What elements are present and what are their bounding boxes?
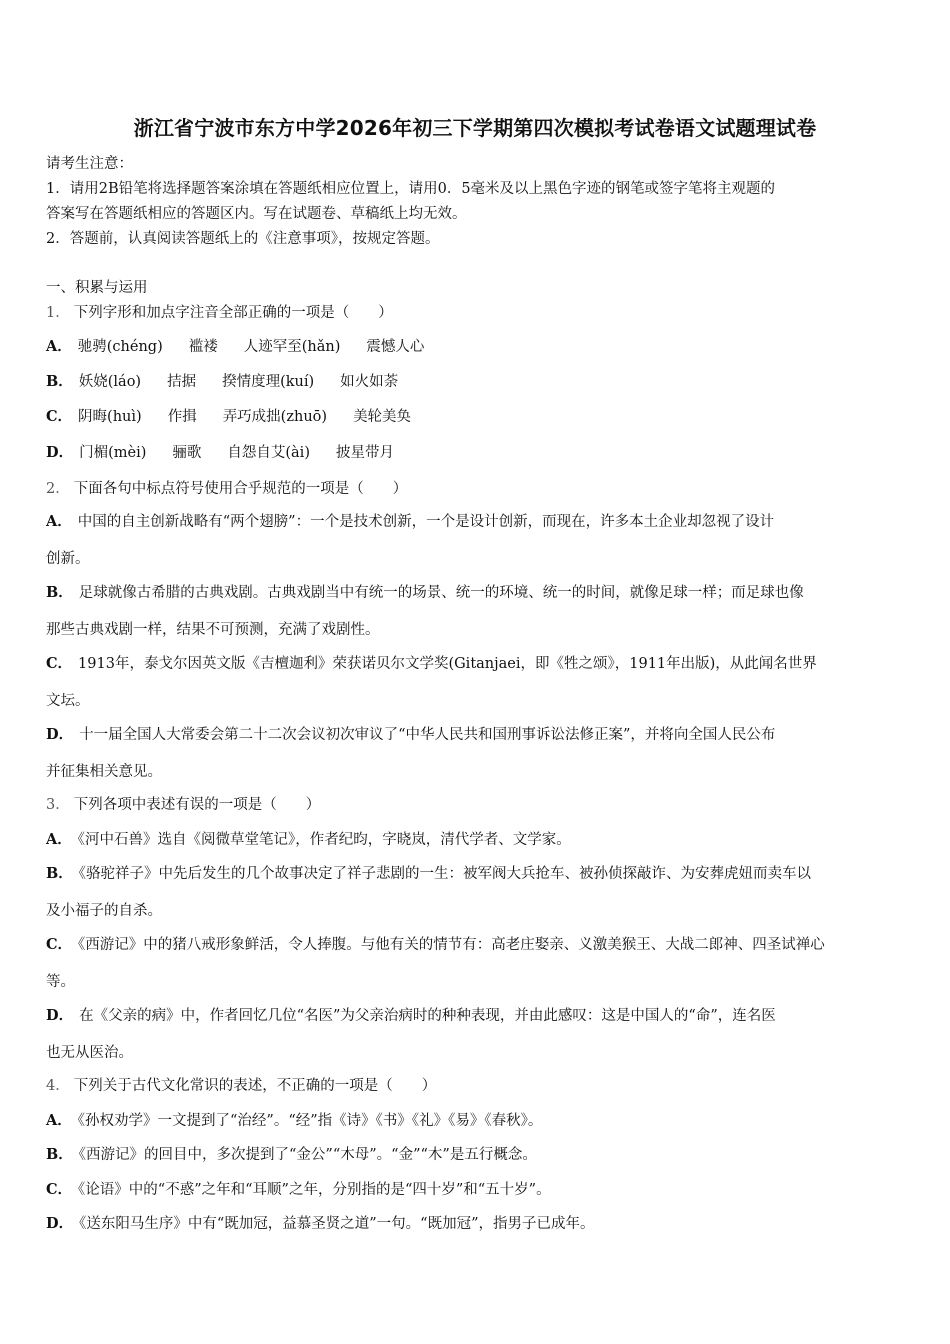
notice-line-1: 1．请用2B铅笔将选择题答案涂填在答题纸相应位置上，请用0．5毫米及以上黑色字迹的钢笔或签字笔将主观题的	[46, 181, 776, 197]
q3-option-a-text: 《河中石兽》选自《阅微草堂笔记》，作者纪昀，字晓岚，清代学者、文学家。	[77, 832, 571, 848]
q2-option-b-cont: 那些古典戏剧一样，结果不可预测，充满了戏剧性。	[46, 622, 380, 638]
q4-option-b-text: 《西游记》的回目中，多次提到了“金公”“木母”。“金”“木”是五行概念。	[78, 1147, 537, 1163]
q2-option-b-label: B．	[46, 584, 73, 601]
q1-d-item: 披星带月	[335, 445, 394, 461]
q4-option-c	[46, 1178, 551, 1199]
page-title: 浙江省宁波市东方中学2026年初三下学期第四次模拟考试卷语文试题理试卷	[133, 116, 817, 140]
q3-option-b	[46, 862, 811, 883]
q2-option-a-text: 中国的自主创新战略有“两个翅膀”：一个是技术创新，一个是设计创新，而现在，许多本土企业却忽视了设计	[77, 514, 775, 530]
q1-a-item: 震憾人心	[366, 339, 425, 355]
q3-option-b-cont: 及小福子的自杀。	[46, 903, 162, 919]
q3-option-d-cont: 也无从医治。	[46, 1045, 133, 1061]
q4-option-b-label: B．	[46, 1146, 73, 1163]
q1-a-item: 褴褛	[188, 339, 218, 355]
q3-option-c-label: C．	[46, 936, 73, 953]
q2-option-c-cont: 文坛。	[46, 693, 90, 709]
q2-option-a-cont: 创新。	[46, 551, 90, 567]
q4-option-a-text: 《孙权劝学》一文提到了“治经”。“经”指《诗》《书》《礼》《易》《春秋》。	[77, 1113, 543, 1129]
q2-option-a-label: A．	[46, 513, 72, 530]
q4-option-a-label: A．	[46, 1112, 72, 1129]
q3-option-d-label: D．	[46, 1007, 74, 1024]
q2-text: 下面各句中标点符号使用合乎规范的一项是（ ）	[73, 481, 408, 497]
q3-option-c-text: 《西游记》中的猪八戒形象鲜活，令人捧腹。与他有关的情节有：高老庄娶亲、义激美猴王、大战二郎神、四圣试禅心	[78, 937, 825, 953]
q2-option-b	[46, 581, 804, 602]
q2-option-d-label: D．	[46, 726, 74, 743]
section-heading: 一、积累与运用	[46, 280, 148, 296]
q3-number: 3．	[46, 797, 70, 813]
q2-number: 2．	[46, 481, 70, 497]
q1-option-a-label: A．	[46, 338, 72, 355]
q4-option-c-text: 《论语》中的“不惑”之年和“耳顺”之年，分别指的是“四十岁”和“五十岁”。	[78, 1182, 551, 1198]
q2-stem	[46, 477, 407, 498]
q2-option-c-label: C．	[46, 655, 73, 672]
q1-b-item: 妖娆(láo)	[78, 374, 142, 390]
q1-option-b	[46, 370, 424, 391]
q3-text: 下列各项中表述有误的一项是（ ）	[73, 797, 321, 813]
q1-d-item: 自怨自艾(ài)	[227, 445, 310, 461]
q3-option-b-label: B．	[46, 865, 73, 882]
q1-c-item: 阴晦(huì)	[78, 409, 142, 425]
q1-option-a	[46, 335, 450, 356]
q4-option-a	[46, 1109, 542, 1130]
q4-text: 下列关于古代文化常识的表述，不正确的一项是（ ）	[73, 1078, 437, 1094]
q4-stem	[46, 1074, 436, 1095]
q1-d-item: 门楣(mèi)	[79, 445, 147, 461]
notice-heading: 请考生注意：	[46, 156, 133, 172]
q1-c-item: 美轮美奂	[353, 409, 412, 425]
q2-option-a	[46, 510, 774, 531]
q3-option-a-label: A．	[46, 831, 72, 848]
q4-option-d-text: 《送东阳马生序》中有“既加冠，益慕圣贤之道”一句。“既加冠”，指男子已成年。	[79, 1216, 595, 1232]
q1-option-c-label: C．	[46, 408, 73, 425]
q3-option-d	[46, 1004, 776, 1025]
q1-b-item: 揆情度理(kuí)	[222, 374, 315, 390]
q4-option-d-label: D．	[46, 1215, 74, 1232]
notice-line-3: 2．答题前，认真阅读答题纸上的《注意事项》，按规定答题。	[46, 231, 440, 247]
q1-option-b-label: B．	[46, 373, 73, 390]
q1-b-item: 拮据	[167, 374, 197, 390]
q3-stem	[46, 793, 320, 814]
q1-a-item: 人迹罕至(hǎn)	[243, 339, 341, 355]
q2-option-d-text: 十一届全国人大常委会第二十二次会议初次审议了“中华人民共和国刑事诉讼法修正案”，并将向全国人民公布	[79, 727, 776, 743]
q1-text: 下列字形和加点字注音全部正确的一项是（ ）	[73, 305, 393, 321]
q3-option-a	[46, 828, 571, 849]
q1-a-item: 驰骋(chéng)	[77, 339, 163, 355]
q3-option-d-text: 在《父亲的病》中，作者回忆几位“名医”为父亲治病时的种种表现，并由此感叹：这是中国人的“命”，连名医	[79, 1008, 776, 1024]
notice-line-2: 答案写在答题纸相应的答题区内。写在试题卷、草稿纸上均无效。	[46, 206, 467, 222]
q4-option-b	[46, 1143, 537, 1164]
q2-option-c	[46, 652, 817, 673]
q2-option-d	[46, 723, 775, 744]
q1-c-item: 弄巧成拙(zhuō)	[222, 409, 328, 425]
q1-option-d	[46, 441, 420, 462]
q4-number: 4．	[46, 1078, 70, 1094]
q1-stem	[46, 301, 393, 322]
q3-option-c	[46, 933, 825, 954]
q4-option-c-label: C．	[46, 1181, 73, 1198]
q2-option-d-cont: 并征集相关意见。	[46, 764, 162, 780]
q2-option-c-text: 1913年，泰戈尔因英文版《吉檀迦利》荣获诺贝尔文学奖(Gitanjaei，即《牲之颂》，1911年出版)，从此闻名世界	[78, 656, 817, 672]
q1-number: 1．	[46, 305, 70, 321]
q4-option-d	[46, 1212, 594, 1233]
q1-option-d-label: D．	[46, 444, 74, 461]
q3-option-c-cont: 等。	[46, 974, 75, 990]
q1-option-c	[46, 405, 437, 426]
q1-c-item: 作揖	[167, 409, 197, 425]
q2-option-b-text: 足球就像古希腊的古典戏剧。古典戏剧当中有统一的场景、统一的环境、统一的时间，就像足球一样；而足球也像	[78, 585, 804, 601]
q1-b-item: 如火如荼	[340, 374, 399, 390]
q3-option-b-text: 《骆驼祥子》中先后发生的几个故事决定了祥子悲剧的一生：被军阀大兵抢车、被孙侦探敲诈、为安葬虎妞而卖车以	[78, 866, 812, 882]
q1-d-item: 骊歌	[172, 445, 202, 461]
